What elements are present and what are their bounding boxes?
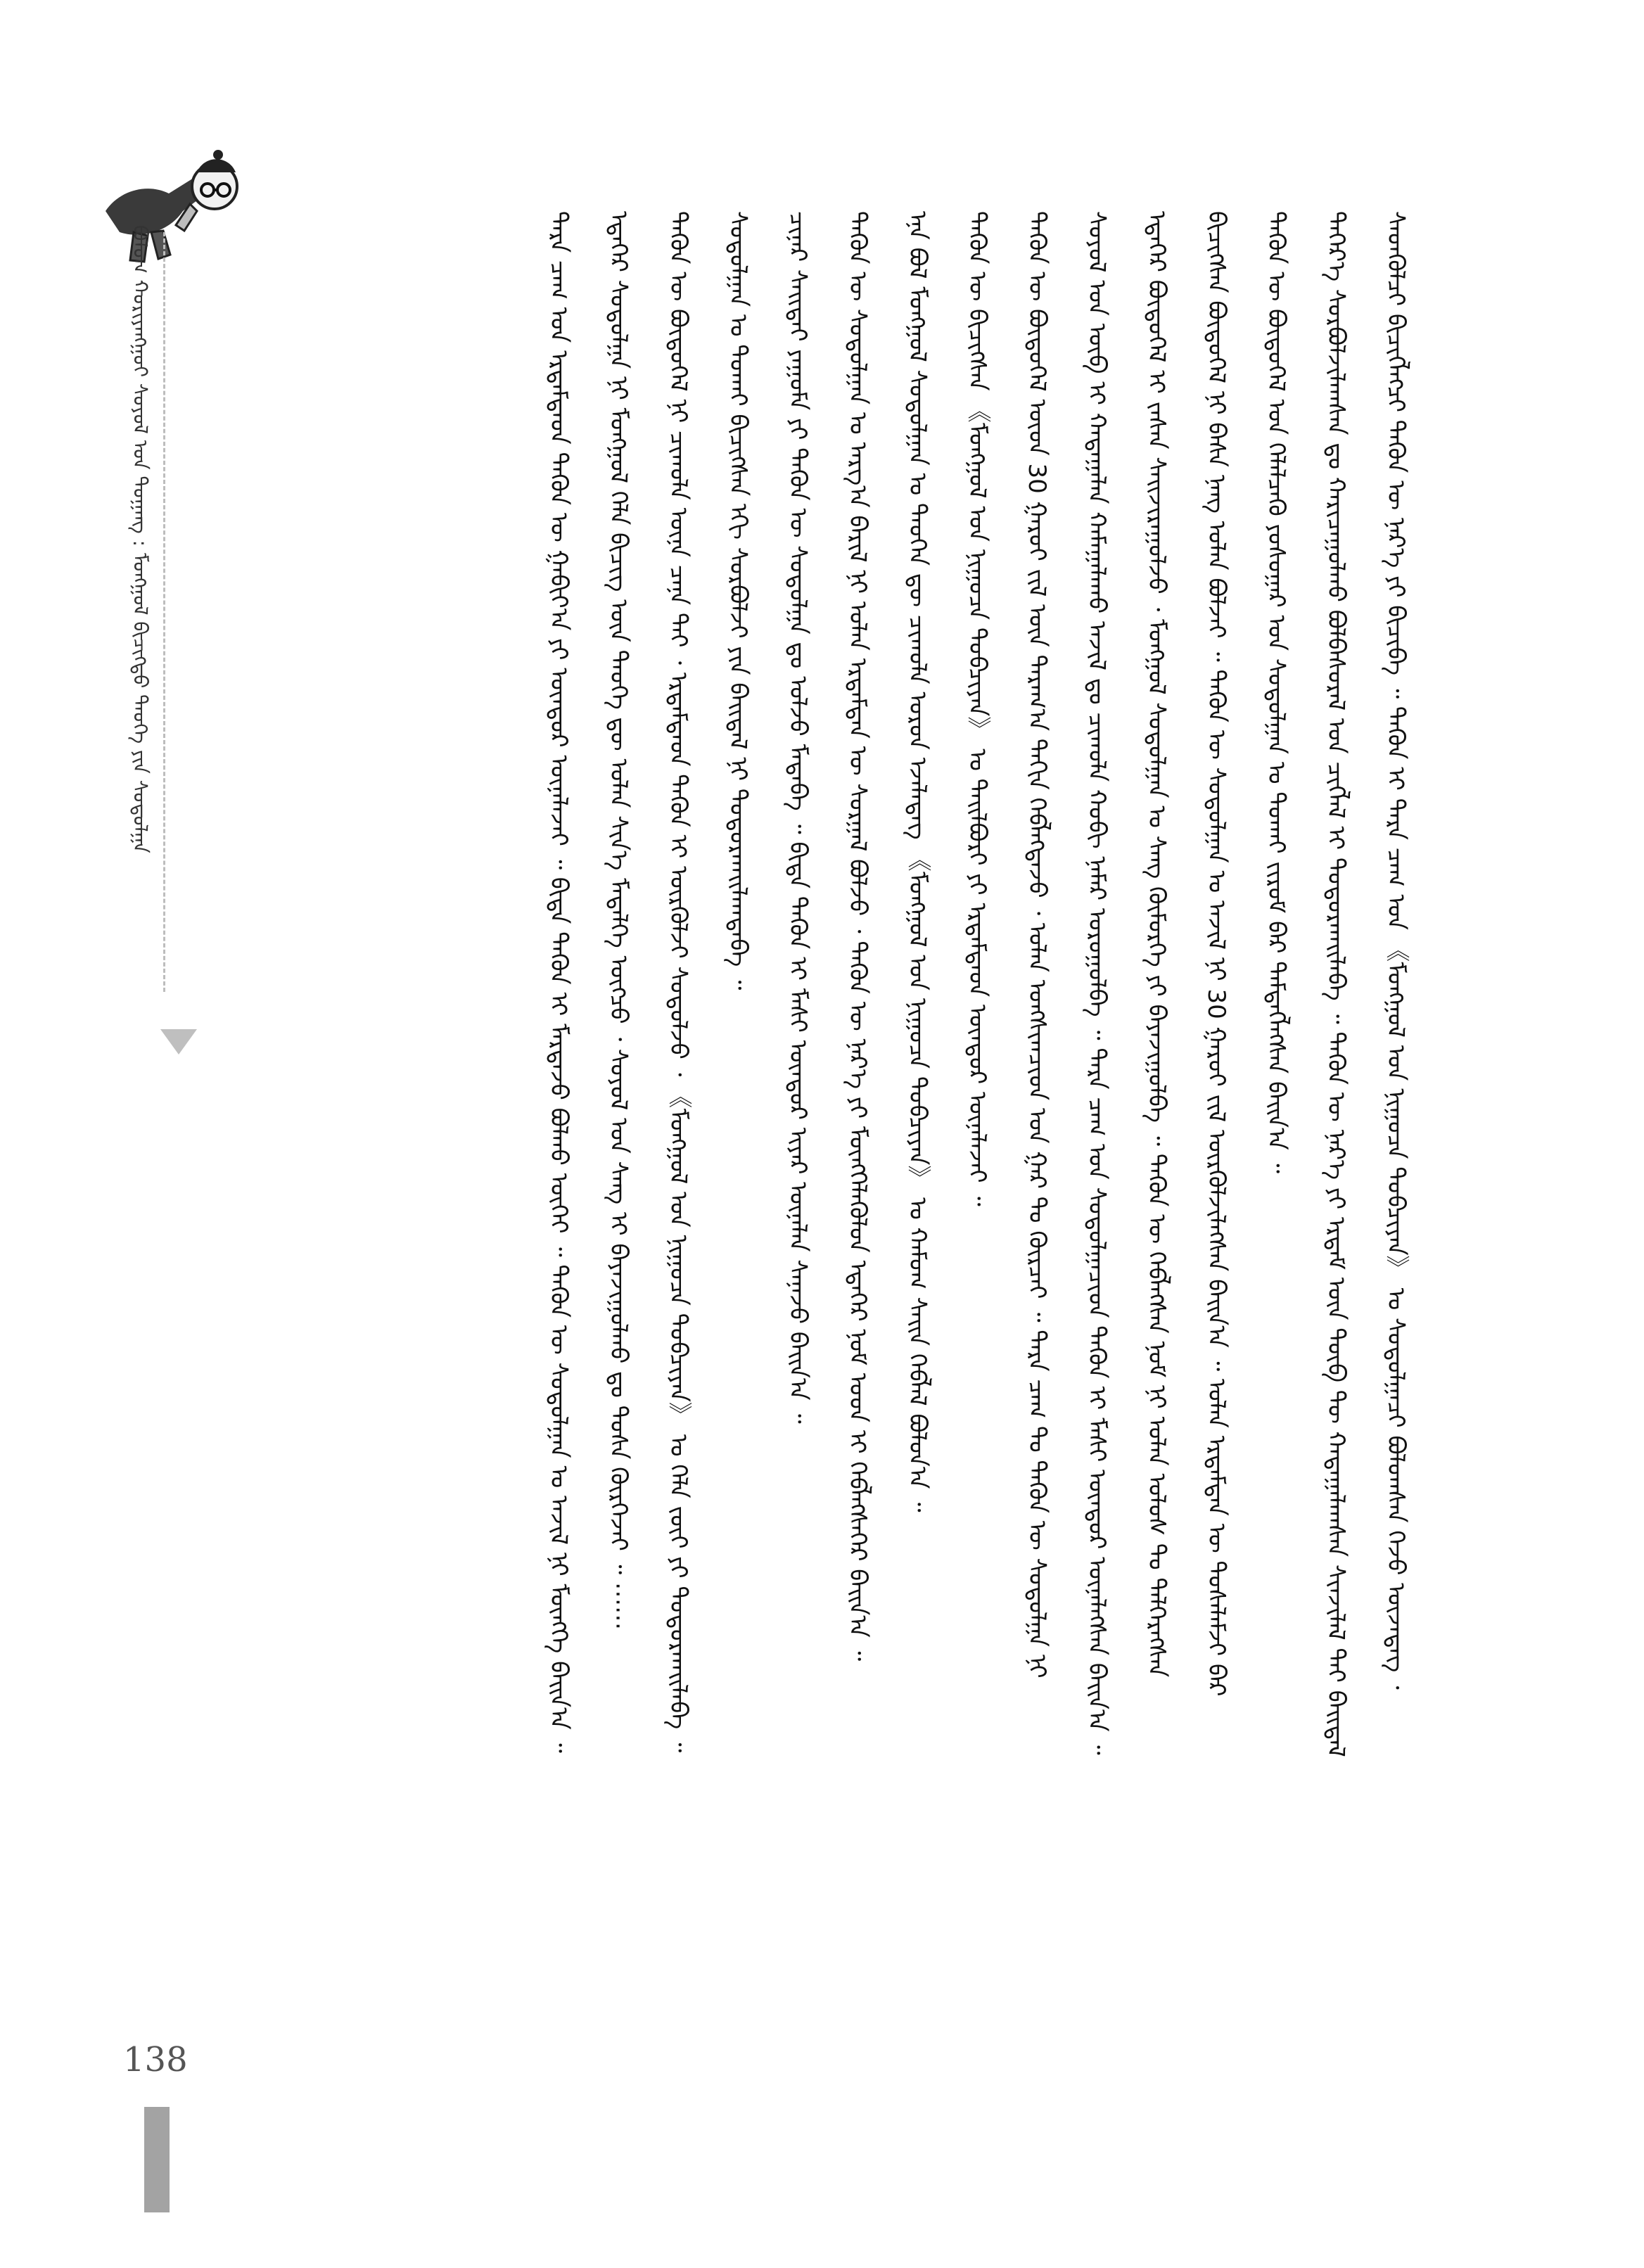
text-column: ᠴᠢᠨᠠᠷ ᠰᠠᠢᠳᠠᠢ ᠶᠠᠭᠤᠮᠠ ᠶᠢ ᠲᠡᠭᠦᠨ ᠦ ᠰᠤᠳᠤᠯᠭᠠ ᠳᠤ ᠣᠯᠵᠤ ᠮᠡᠳᠡᠪᠡ ᠃ ᠪᠢᠳᠡ ᠲᠡᠭᠦᠨ ᠢ ᠮᠠᠰᠢ ᠥᠨᠳᠥᠷ ᠢᠶᠡᠷ ᠦᠨᠡᠯᠡᠨ ᠰᠠᠨᠠᠵᠤ ᠪᠠᠢᠨ᠎ᠠ ᠃ xyxy=(784,211,812,1424)
text-column: ᠲᠡᠭᠦᠨ ᠦ ᠪᠦᠲᠦᠭᠡᠯ ᠨᠢ ᠴᠢᠬᠤᠯᠠ ᠦᠨᠡ ᠴᠡᠨᠡ ᠲᠠᠢ ᠂ ᠡᠷᠳᠡᠮᠲᠡᠳ ᠲᠡᠭᠦᠨ ᠢ ᠦᠷᠭᠦᠯᠵᠢ ᠰᠤᠳᠤᠯᠵᠤ ᠂ 《ᠮᠣᠩᠭᠣᠯ ᠤᠨ ᠨᠢᠭᠤᠴᠠ ᠲᠣᠪᠴᠢᠶᠠᠨ》 ᠤ ᠬᠡᠯᠡ ᠵᠦᠢ ᠶᠢ ᠲᠣᠳᠤᠷᠬᠠᠢᠯᠠᠪᠠ ᠃ xyxy=(664,211,692,1753)
triangle-marker-icon xyxy=(160,1029,197,1055)
dashed-divider xyxy=(163,232,165,992)
margin-tab-bar xyxy=(144,2107,170,2212)
page-number: 138 xyxy=(123,2040,188,2079)
text-column: ᠡᠳᠡᠭᠡᠷ ᠰᠤᠳᠤᠯᠭᠠ ᠨᠢ ᠮᠣᠩᠭᠣᠯ ᠬᠡᠯᠡ ᠪᠢᠴᠢᠭ ᠦᠨ ᠲᠡᠦᠬᠡ ᠳᠦ ᠣᠯᠠᠨ ᠰᠢᠨ᠎ᠡ ᠮᠡᠳᠡᠯᠭᠡ ᠥᠭᠴᠦ ᠂ ᠰᠣᠶᠣᠯ ᠤᠨ ᠰᠠᠩ ᠢ ᠪᠠᠶᠠᠵᠢᠭᠤᠯᠬᠤ ᠳᠤ ᠲᠤᠰᠠ ᠬᠦᠷᠭᠡᠵᠡᠢ ᠃ ⋯⋯ xyxy=(604,211,632,1630)
text-column: ᠰᠣᠶᠣᠯ ᠤᠨ ᠥᠪ ᠢ ᠬᠠᠳᠠᠭᠠᠯᠠᠨ ᠬᠠᠮᠠᠭᠠᠯᠠᠬᠤ ᠠᠵᠢᠯ ᠳᠤ ᠴᠢᠬᠤᠯᠠ ᠬᠤᠪᠢ ᠨᠡᠮᠡᠷ ᠣᠷᠤᠭᠤᠯᠪᠠ ᠃ ᠲᠡᠷᠡ ᠴᠠᠭ ᠤᠨ ᠰᠤᠳᠤᠯᠭᠠᠴᠢᠳ ᠲᠡᠭᠦᠨ ᠢ ᠮᠠᠰᠢ ᠥᠨᠳᠥᠷ ᠦᠨᠡᠯᠡᠭᠰᠡᠨ ᠪᠠᠢᠨ᠎ᠠ ᠃ xyxy=(1083,211,1111,1755)
text-column: ᠲᠡᠭᠦᠨ ᠦ ᠪᠢᠴᠢᠭᠰᠡᠨ 《ᠮᠣᠩᠭᠣᠯ ᠤᠨ ᠨᠢᠭᠤᠴᠠ ᠲᠣᠪᠴᠢᠶᠠᠨ》 ᠤ ᠲᠠᠢᠯᠪᠤᠷᠢ ᠶᠢ ᠡᠷᠳᠡᠮᠲᠡᠳ ᠥᠨᠳᠥᠷ ᠦᠨᠡᠯᠡᠵᠡᠢ ᠃ xyxy=(963,211,991,1206)
text-column: ᠲᠡᠭᠦᠨ ᠦ ᠪᠦᠲᠦᠭᠡᠯ ᠤᠨ ᠬᠡᠯᠡᠯᠴᠡᠬᠦ ᠶᠣᠰᠣᠭᠠᠷ ᠤᠨ ᠰᠤᠳᠤᠯᠭᠠᠨ ᠤ ᠲᠤᠬᠠᠢ ᠵᠢᠷᠤᠮ ᠪᠡᠷ ᠲᠡᠮᠳᠡᠭᠯᠡᠭᠰᠡᠨ ᠪᠠᠢᠨ᠎ᠠ ᠃ xyxy=(1262,211,1290,1173)
text-column: ᠲᠡᠭᠦᠨ ᠦ ᠰᠤᠳᠤᠯᠭᠠᠨ ᠤ ᠠᠷᠭ᠎ᠠ ᠪᠠᠷᠢᠯ ᠨᠢ ᠣᠯᠠᠨ ᠡᠷᠳᠡᠮᠲᠡᠨ ᠦ ᠰᠤᠷᠭᠠᠯ ᠪᠣᠯᠵᠤ ᠂ ᠲᠡᠭᠦᠨ ᠦ ᠨᠡᠷ᠎ᠡ ᠶᠢ ᠮᠥᠩᠬᠡᠯᠡᠭᠦᠯᠦᠨ ᠡᠳᠡᠭᠡᠷ ᠨᠣᠮ ᠤᠳ ᠢ ᠬᠡᠪᠯᠡᠭᠰᠡᠭᠡᠷ ᠪᠠᠢᠨ᠎ᠠ ᠃ xyxy=(843,211,872,1662)
text-column: ᠰᠤᠳᠤᠯᠭᠠᠨ ᠤ ᠲᠤᠬᠠᠢ ᠪᠢᠴᠢᠭᠰᠡᠨ ᠡᠬᠢ ᠰᠤᠷᠪᠤᠯᠵᠢ ᠶᠢᠨ ᠪᠠᠢᠳᠠᠯ ᠨᠢ ᠲᠣᠳᠤᠷᠬᠠᠢᠯᠠᠭᠳᠠᠪᠠ ᠃ xyxy=(724,211,752,990)
body-text xyxy=(232,211,1428,2110)
text-column: ᠳᠡᠭᠡᠷ᠎ᠡ ᠰᠤᠷᠪᠤᠯᠵᠢᠯᠠᠭᠰᠠᠨ ᠳᠤ ᠬᠠᠷᠢᠴᠠᠭᠤᠯᠬᠤ ᠪᠣᠯᠪᠠᠰᠤᠷᠠᠯ ᠤᠨ ᠴᠢᠭᠯᠡᠯ ᠢ ᠲᠣᠳᠤᠷᠬᠠᠢᠯᠠᠪᠠ ᠃ ᠲᠡᠭᠦᠨ ᠦ ᠨᠡᠷ᠎ᠡ ᠶᠢ ᠡᠷᠳᠡᠮ ᠦᠨ ᠲᠦᠪ ᠲᠦ ᠬᠠᠳᠠᠭᠠᠯᠠᠭᠰᠠᠨ ᠰᠢᠨᠵᠢᠯᠡᠯ ᠲᠡᠢ ᠪᠠᠢᠳᠠᠯ xyxy=(1322,211,1350,1757)
text-column: ᠡᠨᠡ ᠪᠣᠯ ᠮᠣᠩᠭᠣᠯ ᠰᠤᠳᠤᠯᠭᠠᠨ ᠤ ᠲᠡᠦᠬᠡᠨ ᠳᠦ ᠴᠢᠬᠤᠯᠠ ᠣᠷᠣᠨ ᠡᠵᠡᠯᠡᠳᠡᠭ 《ᠮᠣᠩᠭᠣᠯ ᠤᠨ ᠨᠢᠭᠤᠴᠠ ᠲᠣᠪᠴᠢᠶᠠᠨ》 ᠤ ᠬᠠᠮᠤᠭ ᠰᠠᠢᠨ ᠬᠡᠪᠯᠡᠯ ᠪᠣᠯᠤᠨ᠎ᠠ ᠃ xyxy=(903,211,931,1512)
text-column: ᠰᠡᠳᠬᠦᠯᠴᠢ ᠪᠢᠴᠢᠭᠯᠡᠭᠴᠢ ᠲᠡᠭᠦᠨ ᠦ ᠨᠡᠷ᠎ᠡ ᠶᠢ ᠪᠢᠴᠢᠪᠡ ᠃ ᠲᠡᠭᠦᠨ ᠢ ᠲᠡᠷᠡ ᠴᠠᠭ ᠤᠨ 《ᠮᠣᠩᠭᠣᠯ ᠤᠨ ᠨᠢᠭᠤᠴᠠ ᠲᠣᠪᠴᠢᠶᠠᠨ》 ᠤ ᠰᠤᠳᠤᠯᠭᠠᠴᠢ ᠪᠤᠯᠤᠭᠰᠠᠨ ᠭᠡᠵᠦ ᠦᠵᠡᠳᠡᠭ ᠂ xyxy=(1382,211,1410,1690)
text-column: ᠲᠡᠷᠡ ᠴᠠᠭ ᠤᠨ ᠡᠷᠳᠡᠮᠲᠡᠳ ᠲᠡᠭᠦᠨ ᠦ ᠭᠠᠪᠢᠶ᠎ᠠ ᠶᠢ ᠥᠨᠳᠥᠷ ᠦᠨᠡᠯᠡᠵᠡᠢ ᠃ ᠪᠢᠳᠡ ᠲᠡᠭᠦᠨ ᠢ ᠮᠠᠷᠳᠠᠵᠤ ᠪᠣᠯᠬᠤ ᠦᠭᠡᠢ ᠃ ᠲᠡᠭᠦᠨ ᠦ ᠰᠤᠳᠤᠯᠭᠠᠨ ᠤ ᠠᠵᠢᠯ ᠨᠢ ᠮᠥᠩᠬᠡ ᠪᠠᠢᠨ᠎ᠠ ᠃ xyxy=(544,211,573,1753)
running-header: ᠪᠤᠯᠤᠭ ᠬᠤᠷᠢᠶᠠᠩᠭᠤᠢ ᠰᠣᠶᠣᠯ ᠤᠨ ᠲᠤᠭᠠᠩ : ᠮᠣᠩᠭᠣᠯ ᠪᠢᠴᠢᠭᠲᠦ ᠲᠡᠦᠬᠡ ᠶᠢᠨ ᠰᠤᠳᠤᠯᠭᠠ xyxy=(129,225,152,853)
text-column: ᠪᠢᠴᠢᠭᠰᠡᠨ ᠪᠦᠲᠦᠭᠡᠯ ᠨᠢ ᠪᠠᠰᠠ ᠨᠡᠩ ᠣᠯᠠᠨ ᠪᠣᠯᠵᠠᠢ ᠃ ᠲᠡᠭᠦᠨ ᠦ ᠰᠤᠳᠤᠯᠭᠠᠨ ᠤ ᠠᠵᠢᠯ ᠨᠢ 30 ᠭᠠᠷᠤᠢ ᠵᠢᠯ ᠦᠷᠭᠦᠯᠵᠢᠯᠡᠭᠰᠡᠨ ᠪᠠᠢᠨ᠎ᠠ ᠃ ᠣᠯᠠᠨ ᠡᠷᠳᠡᠮᠲᠡᠨ ᠦ ᠲᠤᠰᠠᠯᠠᠮᠵᠢ ᠪᠡᠷ xyxy=(1202,211,1230,1697)
text-column: ᠲᠡᠭᠦᠨ ᠦ ᠪᠦᠲᠦᠭᠡᠯ ᠦᠳ 30 ᠭᠠᠷᠤᠢ ᠵᠢᠯ ᠦᠨ ᠳᠠᠷᠠᠭ᠎ᠠ ᠳᠠᠬᠢᠨ ᠬᠡᠪᠯᠡᠭᠳᠡᠵᠦ ᠂ ᠣᠯᠠᠨ ᠤᠩᠰᠢᠭᠴᠢᠳ ᠤᠨ ᠭᠠᠷ ᠲᠤ ᠬᠦᠷᠴᠡᠢ ᠃ ᠲᠡᠷᠡ ᠴᠠᠭ ᠲᠤ ᠲᠡᠭᠦᠨ ᠦ ᠰᠤᠳᠤᠯᠭᠠ ᠨᠢ xyxy=(1023,211,1051,1678)
text-column: ᠡᠳᠡᠭᠡᠷ ᠪᠦᠲᠦᠭᠡᠯ ᠢ ᠵᠠᠰᠠᠨ ᠰᠠᠢᠵᠢᠷᠠᠭᠤᠯᠵᠤ ᠂ ᠮᠣᠩᠭᠣᠯ ᠰᠤᠳᠤᠯᠭᠠᠨ ᠤ ᠰᠠᠩ ᠬᠥᠮᠦᠷᠭᠡ ᠶᠢ ᠪᠠᠶᠠᠵᠢᠭᠤᠯᠪᠠ ᠃ ᠲᠡᠭᠦᠨ ᠦ ᠬᠡᠪᠯᠡᠭᠰᠡᠨ ᠨᠣᠮ ᠨᠢ ᠣᠯᠠᠨ ᠤᠯᠤᠰ ᠲᠤ ᠳᠡᠯᠭᠡᠷᠡᠭᠰᠡᠨ xyxy=(1142,211,1171,1678)
